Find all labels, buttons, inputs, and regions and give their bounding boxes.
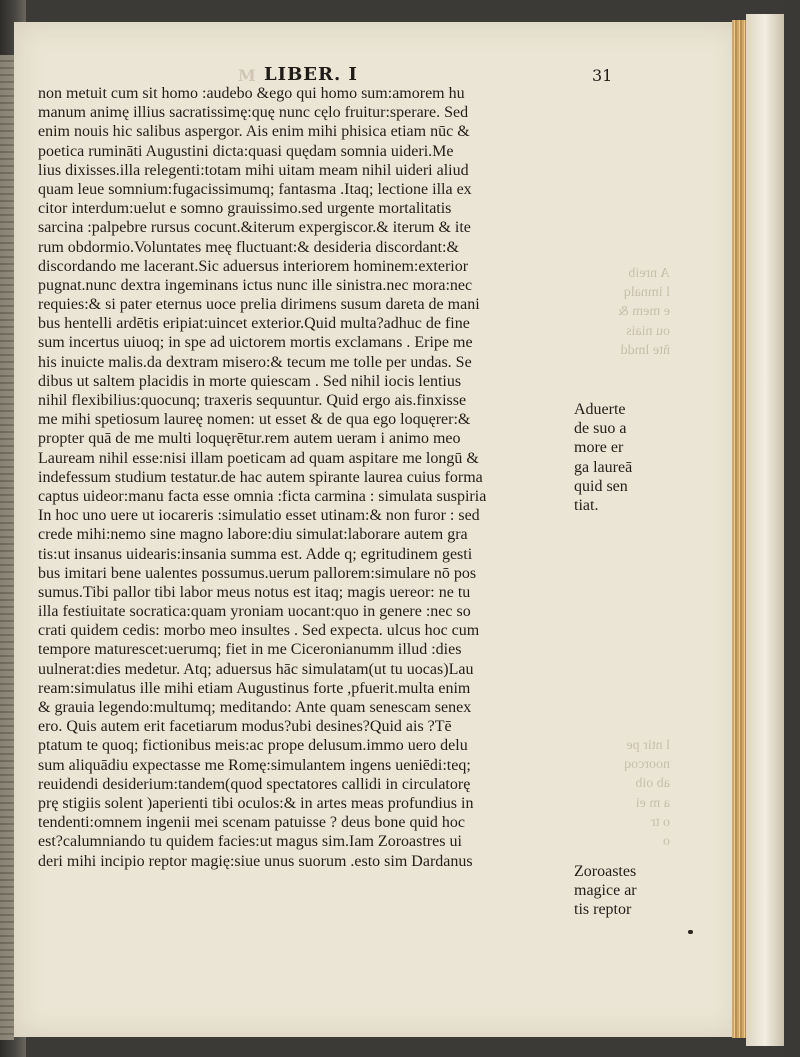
text-line: pugnat.nunc dextra ingeminans ictus nunc ille sinistra.nec mora:nec — [38, 276, 473, 294]
text-line: uulnerat:dies medetur. Atq; aduersus hāc simulatam(ut tu uocas)Lau — [38, 660, 474, 678]
show-through-text-upper — [590, 264, 670, 360]
text-line: bus hentelli ardētis eripiat:uincet exterior.Quid multa?adhuc de fine — [38, 315, 470, 333]
show-through-line: a m ei — [635, 795, 670, 811]
show-through-line: ñte lmdd — [620, 342, 670, 358]
show-through-line: A nreib — [628, 266, 670, 281]
text-line: deri mihi incipio reptor magię:siue unus suorum .esto sim Dardanus — [38, 852, 473, 870]
text-line: requies:& si pater eternus uoce prelia dirimens susum dareta de mani — [38, 296, 480, 314]
text-line: sarcina :palpebre rursus cocunt.&iterum expergiscor.& iterum & ite — [38, 219, 471, 237]
margin-note-line: de suo a — [574, 420, 627, 438]
margin-note-line: tiat. — [574, 496, 599, 514]
text-line: indefessum studium testatur.de hac autem spirante laurea cuius forma — [38, 468, 483, 486]
margin-note-line: quid sen — [574, 477, 628, 495]
text-line: & grauia legendo:multumq; meditando: Ante quam senescam senex — [38, 699, 472, 716]
text-line: Lauream nihil esse:nisi illam poeticam ad quam aspitare me longū & — [38, 449, 479, 467]
text-line: reuidendi desiderium:tandem(quod spectatores callidi in circulatorę — [38, 775, 471, 793]
book-page — [14, 22, 740, 1037]
page-header-title: LIBER. I — [264, 64, 358, 85]
text-line: sum incertus uiuoq; in spe ad uictorem mortis exclamans . Eripe me — [38, 334, 473, 352]
show-through-line: ab oib — [635, 776, 670, 792]
text-line: non metuit cum sit homo :audebo &ego qui homo sum:amorem hu — [38, 85, 465, 102]
text-line: propter quā de me multi loquęrētur.rem autem ueram i animo meo — [38, 430, 461, 448]
page-block-edge — [732, 20, 746, 1038]
text-line: tis:ut insanus uidearis:insania summa est. Adde q; egritudinem gesti — [38, 545, 473, 563]
book-cover-edge — [746, 14, 784, 1046]
text-line: captus uideor:manu facta esse omnia :ficta carmina : simulata suspiria — [38, 487, 487, 505]
text-line: crede mihi:nemo sine magno labore:diu simulat:laborare autem gra — [38, 526, 468, 544]
margin-note-line: tis reptor — [574, 901, 632, 919]
show-through-text-lower — [590, 736, 670, 851]
text-line: sum aliquādiu expectasse me Romę:simulantem ingens ueniēdi:teq; — [38, 756, 471, 774]
facing-page-edge — [0, 55, 14, 1040]
show-through-line: l ntir pe — [626, 738, 670, 753]
text-line: manum animę illius sacratissimę:quę nunc cęlo fruitur:sperare. Sed — [38, 104, 469, 122]
show-through-line: noorcoq — [624, 757, 670, 773]
text-line: tendenti:omnem ingenii mei scenam patuisse ? deus bone quid hoc — [38, 814, 466, 832]
ink-spot — [688, 930, 693, 934]
text-line: In hoc uno uere ut iocareris :simulatio esset utinam:& non furor : sed — [38, 507, 480, 525]
text-line: ptatum te quoq; fictionibus meis:ac prope delusum.immo uero delu — [38, 737, 468, 755]
margin-note-line: more er — [574, 439, 624, 457]
main-text-block — [38, 84, 566, 871]
text-line: ream:simulatus ille mihi etiam Augustinus forte ,pfuerit.multa enim — [38, 679, 471, 697]
text-line: rum obdormio.Voluntates meę fluctuant:& desideria discordant:& — [38, 238, 459, 256]
margin-note-line: Aduerte — [574, 401, 626, 418]
margin-note-zoroastes — [574, 862, 684, 920]
text-line: ero. Quis autem erit facetiarum modus?ubi desines?Quid ais ?Tē — [38, 718, 452, 736]
text-line: prę stigiis solent )aperienti tibi oculos:& in artes meas profundius in — [38, 794, 474, 812]
margin-note-aduerte — [574, 400, 684, 515]
show-through-line: e mem & — [617, 304, 670, 320]
text-line: dibus ut saltem placidis in morte quiescam . Sed nihil iocis lentius — [38, 372, 462, 390]
text-line: enim nouis hic salibus aspergor. Ais enim mihi phisica etiam nūc & — [38, 123, 470, 141]
margin-note-line: Zoroastes — [574, 863, 637, 880]
text-line: sumus.Tibi pallor tibi labor meus notus est itaq; magis uereor: ne tu — [38, 583, 471, 601]
header-show-through: M — [238, 66, 258, 85]
text-line: est?calumniando tu quidem facies:ut magus sim.Iam Zoroastres ui — [38, 833, 462, 851]
margin-note-line: ga laureā — [574, 458, 633, 476]
text-line: tempore maturescet:uerumq; fiet in me Ciceronianumm illud :dies — [38, 641, 462, 659]
show-through-line: o — [663, 833, 670, 849]
text-line: citor interdum:uelut e somno grauissimo.sed urgente mortalitatis — [38, 200, 452, 218]
show-through-line: ou niais — [626, 323, 670, 339]
text-line: poetica rumināti Augustini dicta:quasi quędam somnia uideri.Me — [38, 142, 454, 160]
text-line: me mihi spetiosum laureę nomen: ut esset & de qua ego loquęrer:& — [38, 411, 471, 429]
text-line: illa festiuitate socratica:quam yroniam uocant:quo in genere :nec so — [38, 603, 471, 621]
show-through-line: o tr — [650, 814, 670, 830]
text-line: nihil flexibilius:quocunq; traxeris sequuntur. Quid ergo ais.finxisse — [38, 392, 467, 409]
show-through-line: l imnalq — [623, 285, 670, 301]
text-line: crati quidem cedis: morbo meo insultes . Sed expecta. ulcus hoc cum — [38, 622, 480, 640]
text-line: bus imitari bene ualentes possumus.uerum pallorem:simulare nō pos — [38, 564, 477, 582]
text-line: discordando me lacerant.Sic aduersus interiorem hominem:exterior — [38, 257, 469, 275]
text-line: quam leue somnium:fugacissimumq; fantasma .Itaq; lectione illa ex — [38, 180, 472, 198]
text-line: lius dixisses.illa relegenti:totam mihi uitam meam nihil uideri aliud — [38, 161, 469, 179]
margin-note-line: magice ar — [574, 882, 637, 900]
background-right — [784, 0, 800, 1057]
text-line: his inuicte malis.da dextram misero:& tecum me tolle per undas. Se — [38, 353, 472, 371]
page-number: 31 — [592, 66, 613, 85]
